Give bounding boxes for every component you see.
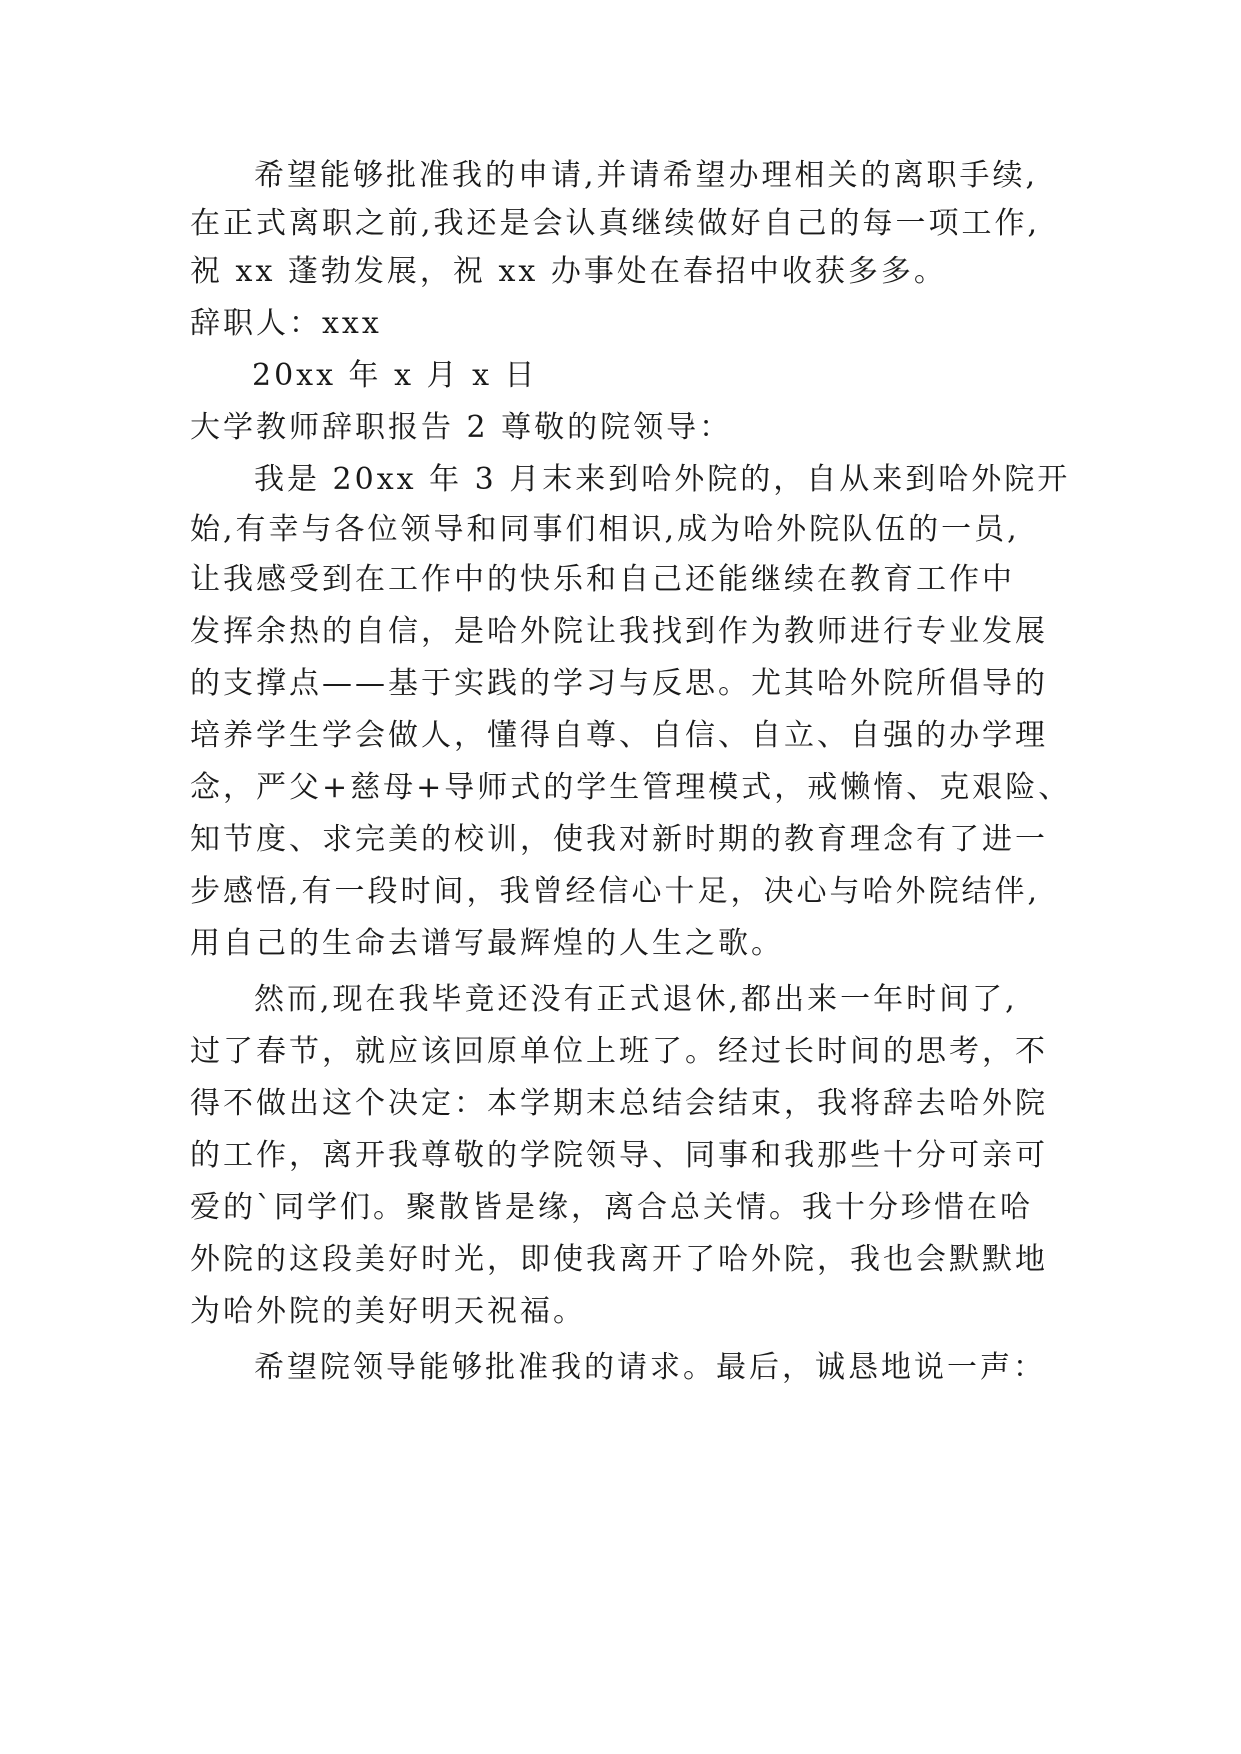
paragraph-line: 得不做出这个决定：本学期末总结会结束，我将辞去哈外院 <box>190 1086 1048 1121</box>
paragraph-line: 步感悟,有一段时间，我曾经信心十足，决心与哈外院结伴, <box>190 874 1041 909</box>
date-line: 20xx 年 x 月 x 日 <box>252 358 538 393</box>
paragraph-line: 过了春节，就应该回原单位上班了。经过长时间的思考，不 <box>190 1034 1048 1069</box>
section-heading: 大学教师辞职报告 2 尊敬的院领导： <box>190 410 733 445</box>
paragraph-line: 祝 xx 蓬勃发展，祝 xx 办事处在春招中收获多多。 <box>190 254 947 289</box>
paragraph-line: 为哈外院的美好明天祝福。 <box>190 1294 586 1329</box>
paragraph-line: 让我感受到在工作中的快乐和自己还能继续在教育工作中 <box>190 562 1015 597</box>
paragraph-line: 培养学生学会做人，懂得自尊、自信、自立、自强的办学理 <box>190 718 1048 753</box>
paragraph-line: 知节度、求完美的校训，使我对新时期的教育理念有了进一 <box>190 822 1048 857</box>
paragraph-line: 我是 20xx 年 3 月末来到哈外院的，自从来到哈外院开 <box>254 462 1071 497</box>
signature-line: 辞职人：xxx <box>190 306 382 341</box>
paragraph-line: 始,有幸与各位领导和同事们相识,成为哈外院队伍的一员, <box>190 512 1020 547</box>
paragraph-line: 爱的`同学们。聚散皆是缘，离合总关情。我十分珍惜在哈 <box>190 1190 1033 1225</box>
paragraph-line: 发挥余热的自信，是哈外院让我找到作为教师进行专业发展 <box>190 614 1048 649</box>
paragraph-line: 希望院领导能够批准我的请求。最后，诚恳地说一声： <box>254 1350 1046 1385</box>
paragraph-line: 的支撑点——基于实践的学习与反思。尤其哈外院所倡导的 <box>190 666 1048 701</box>
paragraph-line: 在正式离职之前,我还是会认真继续做好自己的每一项工作, <box>190 206 1041 241</box>
paragraph-line: 用自己的生命去谱写最辉煌的人生之歌。 <box>190 926 784 961</box>
paragraph-line: 希望能够批准我的申请,并请希望办理相关的离职手续, <box>254 158 1039 193</box>
paragraph-line: 的工作，离开我尊敬的学院领导、同事和我那些十分可亲可 <box>190 1138 1048 1173</box>
paragraph-line: 念，严父+慈母+导师式的学生管理模式，戒懒惰、克艰险、 <box>190 770 1072 805</box>
paragraph-line: 外院的这段美好时光，即使我离开了哈外院，我也会默默地 <box>190 1242 1048 1277</box>
paragraph-line: 然而,现在我毕竟还没有正式退休,都出来一年时间了, <box>254 982 1018 1017</box>
